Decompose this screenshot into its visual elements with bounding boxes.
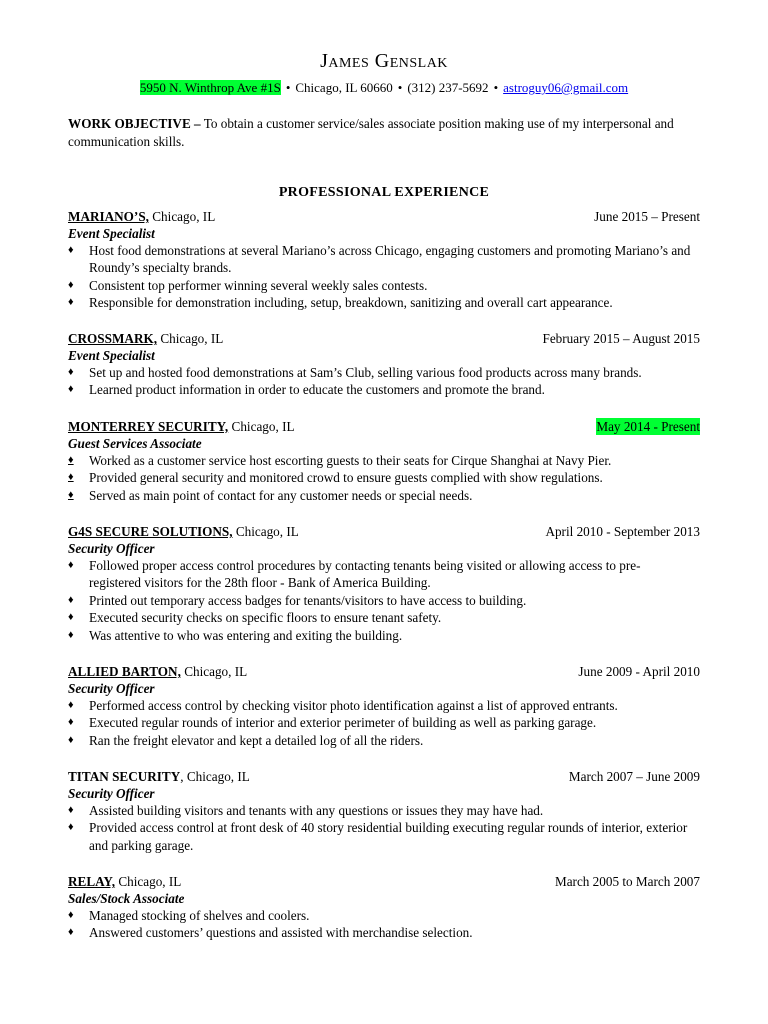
bullet-text: Printed out temporary access badges for tenants/visitors to have access to building. — [89, 592, 527, 608]
list-item — [68, 364, 700, 381]
separator: • — [285, 80, 291, 95]
job-title: Event Specialist — [68, 348, 155, 363]
list-item — [68, 242, 700, 277]
job-entry — [68, 330, 700, 399]
job-header — [68, 523, 700, 540]
list-item — [68, 381, 700, 398]
job-title: Security Officer — [68, 786, 155, 801]
job-header — [68, 873, 700, 890]
diamond-bullet-icon: ♦ — [68, 296, 74, 309]
job-entry — [68, 523, 700, 644]
job-location: Chicago, IL — [160, 331, 224, 346]
phone: (312) 237-5692 — [407, 80, 489, 95]
diamond-bullet-icon: ♦ — [68, 383, 74, 396]
bullet-text: Provided access control at front desk of 40 story residential building executing regular rounds of interior, exterior and parking garage. — [89, 820, 688, 853]
list-item — [68, 487, 700, 504]
diamond-bullet-icon: ♦ — [68, 699, 74, 711]
bullet-text: Answered customers’ questions and assisted with merchandise selection. — [89, 925, 473, 941]
bullet-text: Ran the freight elevator and kept a detailed log of all the riders. — [89, 732, 424, 748]
job-bullets — [68, 907, 700, 942]
bullet-text: Followed proper access control procedures by contacting tenants being visited or allowing access to pre-registered visitors for the 28th floor - Bank of America Building. — [89, 558, 641, 591]
separator: • — [397, 80, 403, 95]
job-dates: February 2015 – August 2015 — [542, 331, 700, 346]
company-name: CROSSMARK, — [68, 331, 158, 346]
job-dates: June 2015 – Present — [594, 209, 700, 224]
email-link[interactable]: astroguy06@gmail.com — [503, 80, 629, 95]
job-bullets — [68, 364, 700, 399]
objective-label: WORK OBJECTIVE – — [68, 116, 201, 131]
bullet-text: Worked as a customer service host escorting guests to their seats for Cirque Shanghai at Navy Pier. — [89, 453, 612, 468]
bullet-text: Learned product information in order to educate the customers and promote the brand. — [89, 382, 545, 398]
diamond-bullet-icon: ♦ — [68, 454, 74, 466]
company-name: G4S SECURE SOLUTIONS, — [68, 524, 233, 539]
job-dates: June 2009 - April 2010 — [578, 664, 700, 679]
list-item — [68, 557, 700, 592]
bullet-text: Was attentive to who was entering and exiting the building. — [89, 627, 403, 643]
diamond-bullet-icon: ♦ — [68, 628, 74, 641]
work-objective — [68, 115, 708, 151]
job-location: Chicago, IL — [118, 874, 182, 889]
bullet-text: Performed access control by checking visitor photo identification against a list of approved entrants. — [89, 698, 618, 713]
diamond-bullet-icon: ♦ — [68, 593, 74, 606]
diamond-bullet-icon: ♦ — [68, 244, 74, 256]
bullet-text: Executed regular rounds of interior and exterior perimeter of building as well as parking garage. — [89, 715, 597, 731]
list-item — [68, 627, 700, 644]
candidate-name: James Genslak — [320, 50, 448, 72]
list-item — [68, 277, 700, 294]
bullet-text: Managed stocking of shelves and coolers. — [89, 908, 310, 923]
diamond-bullet-icon: ♦ — [68, 821, 74, 834]
job-header — [68, 663, 700, 680]
job-bullets — [68, 452, 700, 504]
list-item — [68, 732, 700, 749]
diamond-bullet-icon: ♦ — [68, 366, 74, 378]
list-item — [68, 592, 700, 609]
bullet-text: Assisted building visitors and tenants with any questions or issues they may have had. — [89, 803, 544, 818]
list-item — [68, 469, 700, 486]
city: Chicago, IL 60660 — [295, 80, 393, 95]
section-title: PROFESSIONAL EXPERIENCE — [278, 185, 490, 200]
diamond-bullet-icon: ♦ — [68, 804, 74, 816]
list-item — [68, 452, 700, 469]
job-header — [68, 330, 700, 347]
job-title: Guest Services Associate — [68, 436, 202, 451]
contact-line — [0, 80, 768, 96]
bullet-text: Set up and hosted food demonstrations at Sam’s Club, selling various food products across many brands. — [89, 365, 642, 380]
separator: • — [493, 80, 499, 95]
job-location: Chicago, IL — [152, 209, 216, 224]
job-bullets — [68, 802, 700, 854]
job-header — [68, 208, 700, 225]
diamond-bullet-icon: ♦ — [68, 909, 74, 921]
job-location: Chicago, IL — [184, 664, 248, 679]
list-item — [68, 294, 700, 311]
job-title: Security Officer — [68, 681, 155, 696]
diamond-bullet-icon: ♦ — [68, 926, 74, 939]
job-title: Sales/Stock Associate — [68, 891, 185, 906]
bullet-text: Consistent top performer winning several weekly sales contests. — [89, 277, 428, 293]
job-location: Chicago, IL — [235, 524, 299, 539]
company-name: ALLIED BARTON, — [68, 664, 181, 679]
list-item — [68, 924, 700, 941]
diamond-bullet-icon: ♦ — [68, 716, 74, 729]
company-name: MONTERREY SECURITY, — [68, 419, 229, 434]
list-item — [68, 609, 700, 626]
diamond-bullet-icon: ♦ — [68, 611, 74, 624]
job-dates: May 2014 - Present — [596, 419, 700, 434]
company-name: RELAY, — [68, 874, 116, 889]
job-location: Chicago, IL — [231, 419, 295, 434]
list-item — [68, 802, 700, 819]
job-bullets — [68, 697, 700, 749]
job-entry — [68, 418, 700, 504]
objective-text: To obtain a customer service/sales associate position making use of my interpersonal and communication skills. — [68, 116, 674, 149]
bullet-text: Served as main point of contact for any customer needs or special needs. — [89, 487, 473, 503]
list-item — [68, 714, 700, 731]
bullet-text: Host food demonstrations at several Mariano’s across Chicago, engaging customers and promoting Mariano’s and Roundy’s specialty brands. — [89, 243, 691, 276]
job-title: Event Specialist — [68, 226, 155, 241]
list-item — [68, 697, 700, 714]
job-entry — [68, 663, 700, 749]
diamond-bullet-icon: ♦ — [68, 733, 74, 746]
list-item — [68, 907, 700, 924]
bullet-text: Responsible for demonstration including, setup, breakdown, sanitizing and overall cart appearance. — [89, 295, 613, 311]
company-name: MARIANO’S, — [68, 209, 149, 224]
job-dates: March 2005 to March 2007 — [554, 874, 700, 889]
list-item — [68, 819, 700, 854]
job-bullets — [68, 557, 700, 644]
diamond-bullet-icon: ♦ — [68, 278, 74, 291]
job-entry — [68, 768, 700, 854]
job-entry — [68, 873, 700, 942]
job-dates: March 2007 – June 2009 — [568, 769, 700, 784]
job-header — [68, 768, 700, 785]
company-name: TITAN SECURITY — [68, 769, 181, 784]
job-title: Security Officer — [68, 541, 155, 556]
job-location: , Chicago, IL — [180, 769, 250, 784]
address: 5950 N. Winthrop Ave #1S — [139, 80, 281, 95]
bullet-text: Executed security checks on specific floors to ensure tenant safety. — [89, 610, 442, 626]
diamond-bullet-icon: ♦ — [68, 488, 74, 501]
diamond-bullet-icon: ♦ — [68, 559, 74, 571]
job-bullets — [68, 242, 700, 312]
bullet-text: Provided general security and monitored crowd to ensure guests complied with show regulations. — [89, 470, 603, 486]
job-entry — [68, 208, 700, 312]
job-header — [68, 418, 700, 435]
diamond-bullet-icon: ♦ — [68, 471, 74, 484]
job-dates: April 2010 - September 2013 — [545, 524, 700, 539]
